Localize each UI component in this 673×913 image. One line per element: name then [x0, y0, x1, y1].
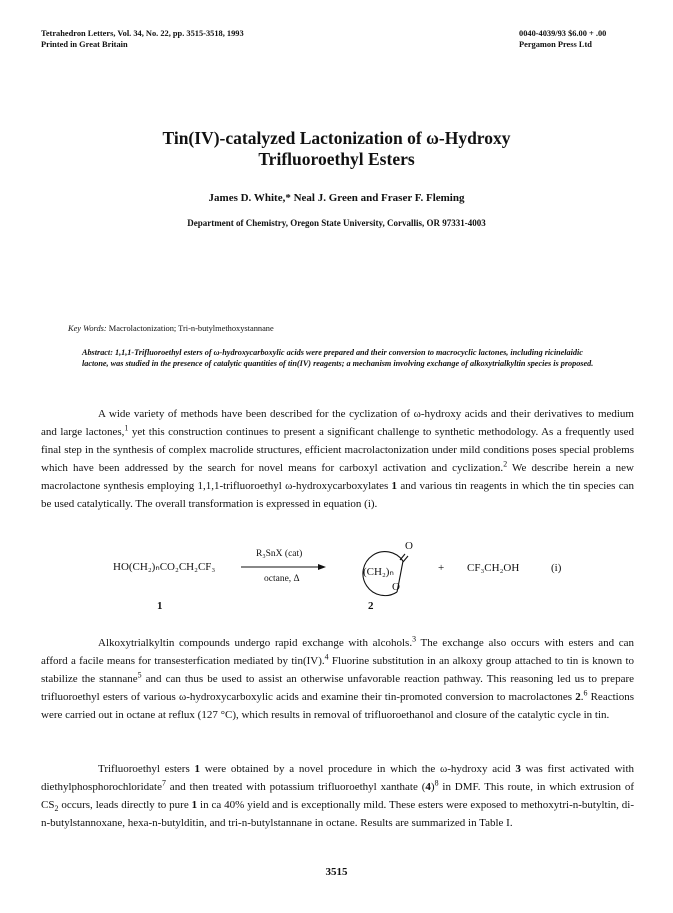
p3-text-e: ) — [430, 781, 435, 794]
ref-1: 1 — [124, 423, 129, 433]
compound-number: 1 — [194, 763, 200, 775]
compound-number: 2 — [575, 691, 581, 704]
ref-5: 5 — [137, 670, 142, 680]
ref-3: 3 — [412, 634, 417, 644]
printed-in: Printed in Great Britain — [41, 39, 128, 49]
ref-4: 4 — [324, 652, 329, 662]
ring-oxygen: O — [392, 581, 400, 593]
p1-text-a: A wide variety of methods have been described for the cyclization of ω-hydroxy acids and their derivatives to medium and large lactones, — [41, 408, 634, 439]
p3-text-f: in DMF. This route, in which extrusion of CS — [41, 781, 634, 812]
p2-text-b: The exchange also occurs with esters and can afford a facile means for transesterfication mediated by tin(IV). — [41, 637, 635, 668]
compound-number: 4 — [425, 781, 431, 794]
p3-text-g: occurs, leads directly to pure — [58, 799, 192, 812]
plus-sign: + — [438, 562, 445, 574]
authors: James D. White,* Neal J. Green and Fraser F. Fleming — [208, 192, 465, 204]
p2-text-e: Reactions were carried out in octane at reflux (127 °C), which results in removal of trifluoroethanol and closure of the catalytic cycle in tin. — [41, 691, 634, 722]
paper-title — [40, 128, 633, 170]
reactant: HO(CH₂)ₙCO₂CH₂CF₃ — [113, 561, 216, 573]
ref-6: 6 — [583, 688, 588, 698]
p2-text-c: Fluorine substitution in an alkoxy group attached to tin is known to stabilize the stannane — [41, 655, 634, 686]
abstract-text: 1,1,1-Trifluoroethyl esters of ω-hydroxycarboxylic acids were prepared and their conversion to macrocyclic lactones, including ricinelaidic lactone, was studied in the presence of catalytic quantities of tin(IV) reagents; a mechanism involving exchange of alkoxytrialkyltin species is proposed. — [82, 348, 594, 368]
keywords-text: Macrolactonization; Tri-n-butylmethoxystannane — [108, 324, 274, 333]
abstract-label: Abstract: — [82, 348, 113, 357]
title-line-2: Trifluoroethyl Esters — [258, 149, 415, 169]
conditions-label: octane, Δ — [264, 574, 300, 584]
p3-text-c: was first activated with diethylphosphorochloridate — [41, 763, 634, 794]
body-paragraph-3 — [41, 760, 634, 832]
abstract — [82, 348, 607, 369]
affiliation: Department of Chemistry, Oregon State University, Corvallis, OR 97331-4003 — [187, 218, 486, 228]
equation-graphics — [0, 544, 673, 614]
catalyst-label: R₃SnX (cat) — [256, 549, 303, 559]
byproduct: CF₃CH₂OH — [467, 562, 520, 574]
p3-text-h: in ca 40% yield and is exceptionally mild. These esters were exposed to methoxytri-n-butyltin, di-n-butylstannoxane, hexa-n-butylditin, and tri-n-butylstannane in octane. Results are summarized in Table I. — [41, 799, 635, 830]
compound-number: 1 — [191, 799, 198, 812]
compound-1-label: 1 — [157, 600, 163, 612]
p2-text-a: Alkoxytrialkyltin compounds undergo rapid exchange with alcohols. — [98, 637, 413, 649]
ref-8: 8 — [434, 778, 439, 788]
p2-text-d: and can thus be used to assist an otherwise unfavorable reaction pathway. This reasoning led us to prepare trifluoroethyl esters of various ω-hydroxycarboxylic acids and examine their tin-promoted conversion to macrolactones — [41, 673, 634, 704]
p1-text-c: We describe herein a new macrolactone synthesis employing 1,1,1-trifluoroethyl ω-hydroxycarboxylates — [41, 462, 634, 493]
p3-text-d: and then treated with potassium trifluoroethyl xanthate ( — [165, 781, 426, 794]
equation-label: (i) — [551, 562, 562, 574]
publisher-name: Pergamon Press Ltd — [519, 39, 592, 49]
ring-chain-label: (CH₂)ₙ — [363, 566, 394, 578]
body-paragraph-1 — [41, 405, 634, 514]
keywords — [68, 324, 274, 333]
title-line-1: Tin(IV)-catalyzed Lactonization of ω-Hydroxy — [162, 128, 511, 148]
page-number: 3515 — [325, 866, 348, 878]
p1-text-d: and various tin reagents in which the tin species can be used catalytically. The overall transformation is expressed in equation (i). — [41, 480, 634, 511]
carbonyl-oxygen: O — [405, 540, 413, 552]
ref-2: 2 — [503, 459, 508, 469]
body-paragraph-2: Alkoxytrialkyltin compounds undergo rapid exchange with alcohols.$^3$ The exchange also occurs with esters and can afford a facile means for transesterfication mediated by tin(IV).$^4$ Fluorine substitution in an alkoxy group attached to tin is known to stabilize the stannane$^5$ and can thus be used to assist an otherwise unfavorable reaction pathway. This reasoning led us to prepare trifluoroethyl esters of various ω-hydroxycarboxylic acids and examine their tin-promoted conversion to macrolactones 2.$^6$ Reactions were carried out in octane at reflux (127 °C), which results in removal of trifluoroethanol and closure of the catalytic cycle in tin. — [41, 634, 635, 722]
compound-number: 3 — [515, 763, 521, 775]
p1-text-b: yet this construction continues to present a significant challenge to synthetic methodology. As a frequently used final step in the synthesis of complex macrolide structures, efficient macrolactonization under mild conditions poses special problems which have been addressed by the search for novel means for carboxyl activation and cyclization. — [41, 426, 634, 475]
keywords-label: Key Words: — [68, 324, 107, 333]
ref-7: 7 — [161, 778, 166, 788]
reaction-arrow — [318, 564, 326, 570]
equation-i — [0, 540, 673, 614]
compound-number: 1 — [391, 480, 398, 493]
publisher-header — [519, 29, 606, 50]
compound-2-label: 2 — [368, 600, 374, 612]
journal-header — [41, 29, 244, 50]
cs2-subscript: 2 — [54, 804, 59, 814]
journal-citation: Tetrahedron Letters, Vol. 34, No. 22, pp. 3515-3518, 1993 — [41, 29, 244, 38]
p3-text-b: were obtained by a novel procedure in which the ω-hydroxy acid — [200, 763, 516, 775]
p3-text-a: Trifluoroethyl esters — [98, 763, 195, 775]
issn-price: 0040-4039/93 $6.00 + .00 — [519, 29, 607, 38]
